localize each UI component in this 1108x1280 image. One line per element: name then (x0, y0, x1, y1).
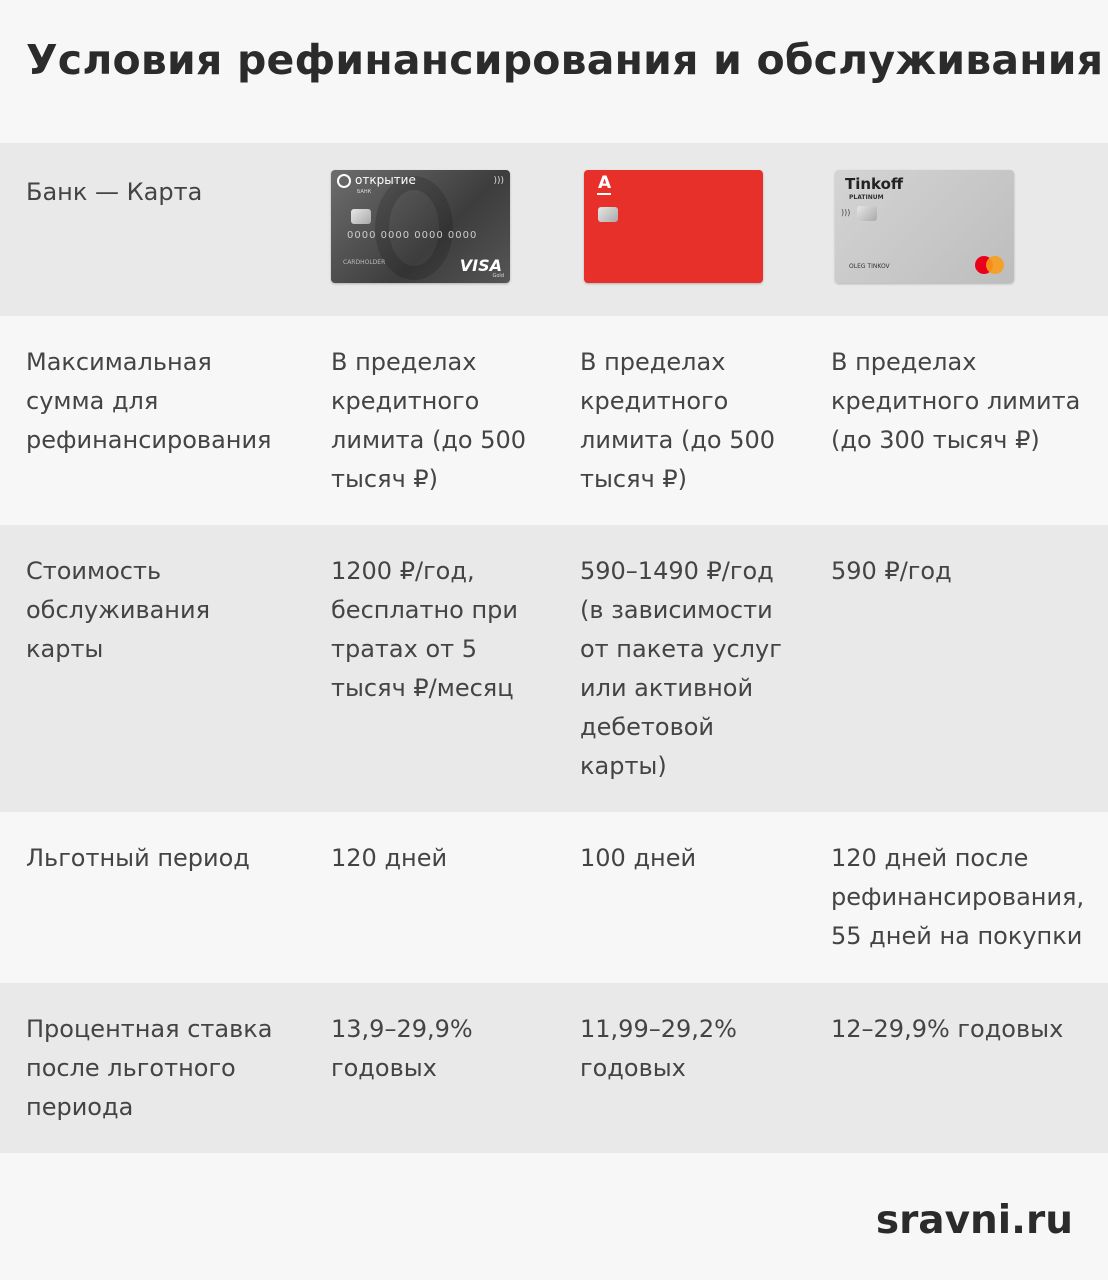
table-row-service-cost (0, 525, 1108, 812)
card-brand: открытие (355, 173, 416, 187)
otkritie-value: 13,9–29,9% годовых (331, 1015, 473, 1082)
row-label: Процентная ставка после льготного периода (26, 1015, 273, 1121)
comparison-table (0, 143, 1108, 1153)
tinkoff-value: 120 дней после рефинансирования, 55 дней на покупки (831, 844, 1085, 950)
alfa-card-image (584, 170, 763, 283)
card-holder: CARDHOLDER (343, 259, 386, 266)
tinkoff-card-image (835, 170, 1014, 283)
card-tier: Gold (492, 273, 504, 279)
otkritie-value: 1200 ₽/год, бесплатно при тратах от 5 тысяч ₽/месяц (331, 557, 519, 702)
contactless-icon: ))) (841, 208, 851, 217)
chip-icon (857, 206, 877, 221)
tinkoff-value: В пределах кредитного лимита (до 300 тысяч ₽) (831, 348, 1081, 454)
mastercard-orange-circle (986, 256, 1004, 274)
chip-icon (351, 209, 371, 224)
otkritie-value: В пределах кредитного лимита (до 500 тысяч ₽) (331, 348, 527, 493)
contactless-icon: ))) (493, 176, 504, 186)
tinkoff-value: 590 ₽/год (831, 557, 952, 585)
alfa-logo: А (598, 173, 612, 193)
row-label: Стоимость обслуживания карты (26, 557, 211, 663)
tinkoff-logo: Tinkoff (845, 175, 904, 193)
alfa-logo-underline (597, 193, 611, 195)
row-label: Льготный период (26, 844, 250, 872)
card-sub: БАНК (357, 189, 372, 195)
alfa-value: 590–1490 ₽/год (в зависимости от пакета услуг или активной дебетовой карты) (580, 557, 782, 780)
otkritie-logo-icon (337, 174, 351, 188)
alfa-value: 100 дней (580, 844, 697, 872)
chip-icon (598, 207, 618, 222)
table-row-interest-rate (0, 983, 1108, 1153)
source-logo: sravni.ru (875, 1198, 1073, 1243)
alfa-value: В пределах кредитного лимита (до 500 тысяч ₽) (580, 348, 776, 493)
table-row-grace-period (0, 812, 1108, 983)
tinkoff-value: 12–29,9% годовых (831, 1015, 1064, 1043)
card-sub: PLATINUM (849, 194, 884, 201)
table-row-max-amount (0, 316, 1108, 525)
otkritie-value: 120 дней (331, 844, 448, 872)
table-row-bank-card (0, 143, 1108, 316)
row-label: Банк — Карта (26, 178, 203, 206)
otkritie-card-image (331, 170, 510, 283)
row-label: Максимальная сумма для рефинансирования (26, 348, 272, 454)
alfa-value: 11,99–29,2% годовых (580, 1015, 737, 1082)
page-title: Условия рефинансирования и обслуживания (26, 36, 1104, 84)
card-number: 0000 0000 0000 0000 (347, 230, 478, 241)
visa-logo: VISA (459, 256, 502, 275)
otkritie-logo-shape (375, 176, 453, 280)
card-holder: OLEG TINKOV (849, 263, 890, 270)
